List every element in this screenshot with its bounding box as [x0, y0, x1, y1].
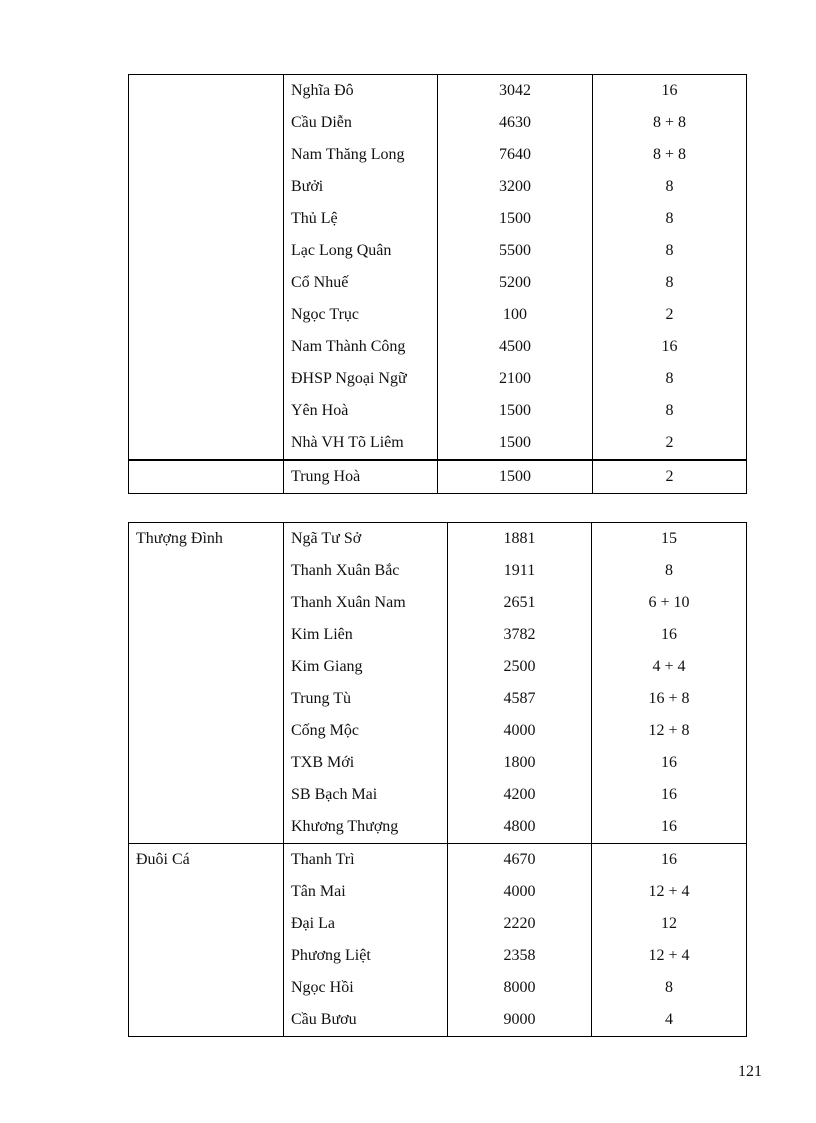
- capacity-value: 2358: [448, 940, 592, 972]
- area-name: Đuôi Cá: [129, 844, 284, 1037]
- area-cell: [129, 427, 284, 460]
- station-name: Nam Thăng Long: [284, 139, 438, 171]
- table-row: [129, 363, 747, 395]
- unit-count: 16: [592, 844, 747, 877]
- table-row: [129, 331, 747, 363]
- station-name: Thanh Xuân Nam: [284, 587, 448, 619]
- capacity-value: 1800: [448, 747, 592, 779]
- table-body: [129, 75, 747, 494]
- unit-count: 2: [593, 460, 747, 494]
- table-row: [129, 75, 747, 108]
- capacity-value: 9000: [448, 1004, 592, 1037]
- station-name: Ngọc Trục: [284, 299, 438, 331]
- unit-count: 8 + 8: [593, 139, 747, 171]
- station-name: Cống Mộc: [284, 715, 448, 747]
- unit-count: 6 + 10: [592, 587, 747, 619]
- station-name: Trung Tù: [284, 683, 448, 715]
- capacity-value: 4800: [448, 811, 592, 844]
- unit-count: 8: [593, 235, 747, 267]
- capacity-value: 2651: [448, 587, 592, 619]
- station-name: Phương Liệt: [284, 940, 448, 972]
- unit-count: 4: [592, 1004, 747, 1037]
- unit-count: 8: [593, 171, 747, 203]
- station-name: Khương Thượng: [284, 811, 448, 844]
- unit-count: 8 + 8: [593, 107, 747, 139]
- area-cell: [129, 235, 284, 267]
- unit-count: 8: [593, 395, 747, 427]
- unit-count: 15: [592, 523, 747, 556]
- table-row: [129, 299, 747, 331]
- unit-count: 8: [592, 555, 747, 587]
- capacity-value: 4500: [438, 331, 593, 363]
- station-name: Trung Hoà: [284, 460, 438, 494]
- capacity-value: 8000: [448, 972, 592, 1004]
- capacity-value: 1911: [448, 555, 592, 587]
- capacity-value: 100: [438, 299, 593, 331]
- unit-count: 8: [593, 203, 747, 235]
- capacity-value: 4000: [448, 715, 592, 747]
- table-row: [129, 460, 747, 494]
- station-name: TXB Mới: [284, 747, 448, 779]
- station-name: Bưởi: [284, 171, 438, 203]
- unit-count: 8: [592, 972, 747, 1004]
- area-cell: [129, 139, 284, 171]
- table-row: [129, 139, 747, 171]
- station-name: Thanh Trì: [284, 844, 448, 877]
- capacity-value: 2500: [448, 651, 592, 683]
- capacity-value: 1500: [438, 427, 593, 460]
- unit-count: 16: [592, 619, 747, 651]
- unit-count: 16 + 8: [592, 683, 747, 715]
- area-cell: [129, 363, 284, 395]
- capacity-value: 1500: [438, 460, 593, 494]
- unit-count: 12 + 8: [592, 715, 747, 747]
- capacity-value: 1500: [438, 203, 593, 235]
- capacity-value: 4000: [448, 876, 592, 908]
- capacity-value: 4630: [438, 107, 593, 139]
- station-name: Tân Mai: [284, 876, 448, 908]
- unit-count: 8: [593, 363, 747, 395]
- capacity-value: 1881: [448, 523, 592, 556]
- station-name: Kim Liên: [284, 619, 448, 651]
- capacity-value: 4670: [448, 844, 592, 877]
- capacity-value: 5200: [438, 267, 593, 299]
- capacity-value: 7640: [438, 139, 593, 171]
- area-cell: [129, 395, 284, 427]
- area-cell: [129, 75, 284, 108]
- station-name: Nghĩa Đô: [284, 75, 438, 108]
- station-name: Thanh Xuân Bắc: [284, 555, 448, 587]
- substation-table-by-area: [128, 522, 747, 1037]
- station-name: Yên Hoà: [284, 395, 438, 427]
- station-name: Nhà VH Tõ Liêm: [284, 427, 438, 460]
- table-row: [129, 523, 747, 556]
- station-name: Nam Thành Công: [284, 331, 438, 363]
- station-name: Kim Giang: [284, 651, 448, 683]
- capacity-value: 4200: [448, 779, 592, 811]
- capacity-value: 2100: [438, 363, 593, 395]
- unit-count: 2: [593, 427, 747, 460]
- page-number: 121: [738, 1063, 762, 1080]
- area-cell: [129, 171, 284, 203]
- station-name: Cổ Nhuế: [284, 267, 438, 299]
- area-cell: [129, 331, 284, 363]
- station-name: ĐHSP Ngoại Ngữ: [284, 363, 438, 395]
- unit-count: 16: [592, 779, 747, 811]
- capacity-value: 3042: [438, 75, 593, 108]
- unit-count: 12: [592, 908, 747, 940]
- capacity-value: 5500: [438, 235, 593, 267]
- capacity-value: 2220: [448, 908, 592, 940]
- station-name: Đại La: [284, 908, 448, 940]
- unit-count: 2: [593, 299, 747, 331]
- table-row: [129, 267, 747, 299]
- unit-count: 12 + 4: [592, 940, 747, 972]
- unit-count: 8: [593, 267, 747, 299]
- unit-count: 4 + 4: [592, 651, 747, 683]
- area-cell: [129, 299, 284, 331]
- unit-count: 16: [592, 811, 747, 844]
- area-cell: [129, 107, 284, 139]
- unit-count: 16: [593, 75, 747, 108]
- unit-count: 12 + 4: [592, 876, 747, 908]
- capacity-value: 3200: [438, 171, 593, 203]
- table-row: [129, 107, 747, 139]
- substation-table-continued: [128, 74, 747, 494]
- station-name: Thủ Lệ: [284, 203, 438, 235]
- station-name: Lạc Long Quân: [284, 235, 438, 267]
- station-name: Ngã Tư Sở: [284, 523, 448, 556]
- area-name: Thượng Đình: [129, 523, 284, 844]
- area-cell: [129, 460, 284, 494]
- table-body: [129, 523, 747, 1037]
- table-row: [129, 235, 747, 267]
- table-row: [129, 203, 747, 235]
- table-row: [129, 171, 747, 203]
- station-name: Ngọc Hồi: [284, 972, 448, 1004]
- unit-count: 16: [592, 747, 747, 779]
- unit-count: 16: [593, 331, 747, 363]
- station-name: Cầu Diễn: [284, 107, 438, 139]
- area-cell: [129, 267, 284, 299]
- station-name: SB Bạch Mai: [284, 779, 448, 811]
- capacity-value: 4587: [448, 683, 592, 715]
- capacity-value: 3782: [448, 619, 592, 651]
- station-name: Cầu Bươu: [284, 1004, 448, 1037]
- table-row: [129, 427, 747, 460]
- area-cell: [129, 203, 284, 235]
- table-row: [129, 395, 747, 427]
- capacity-value: 1500: [438, 395, 593, 427]
- table-row: [129, 844, 747, 877]
